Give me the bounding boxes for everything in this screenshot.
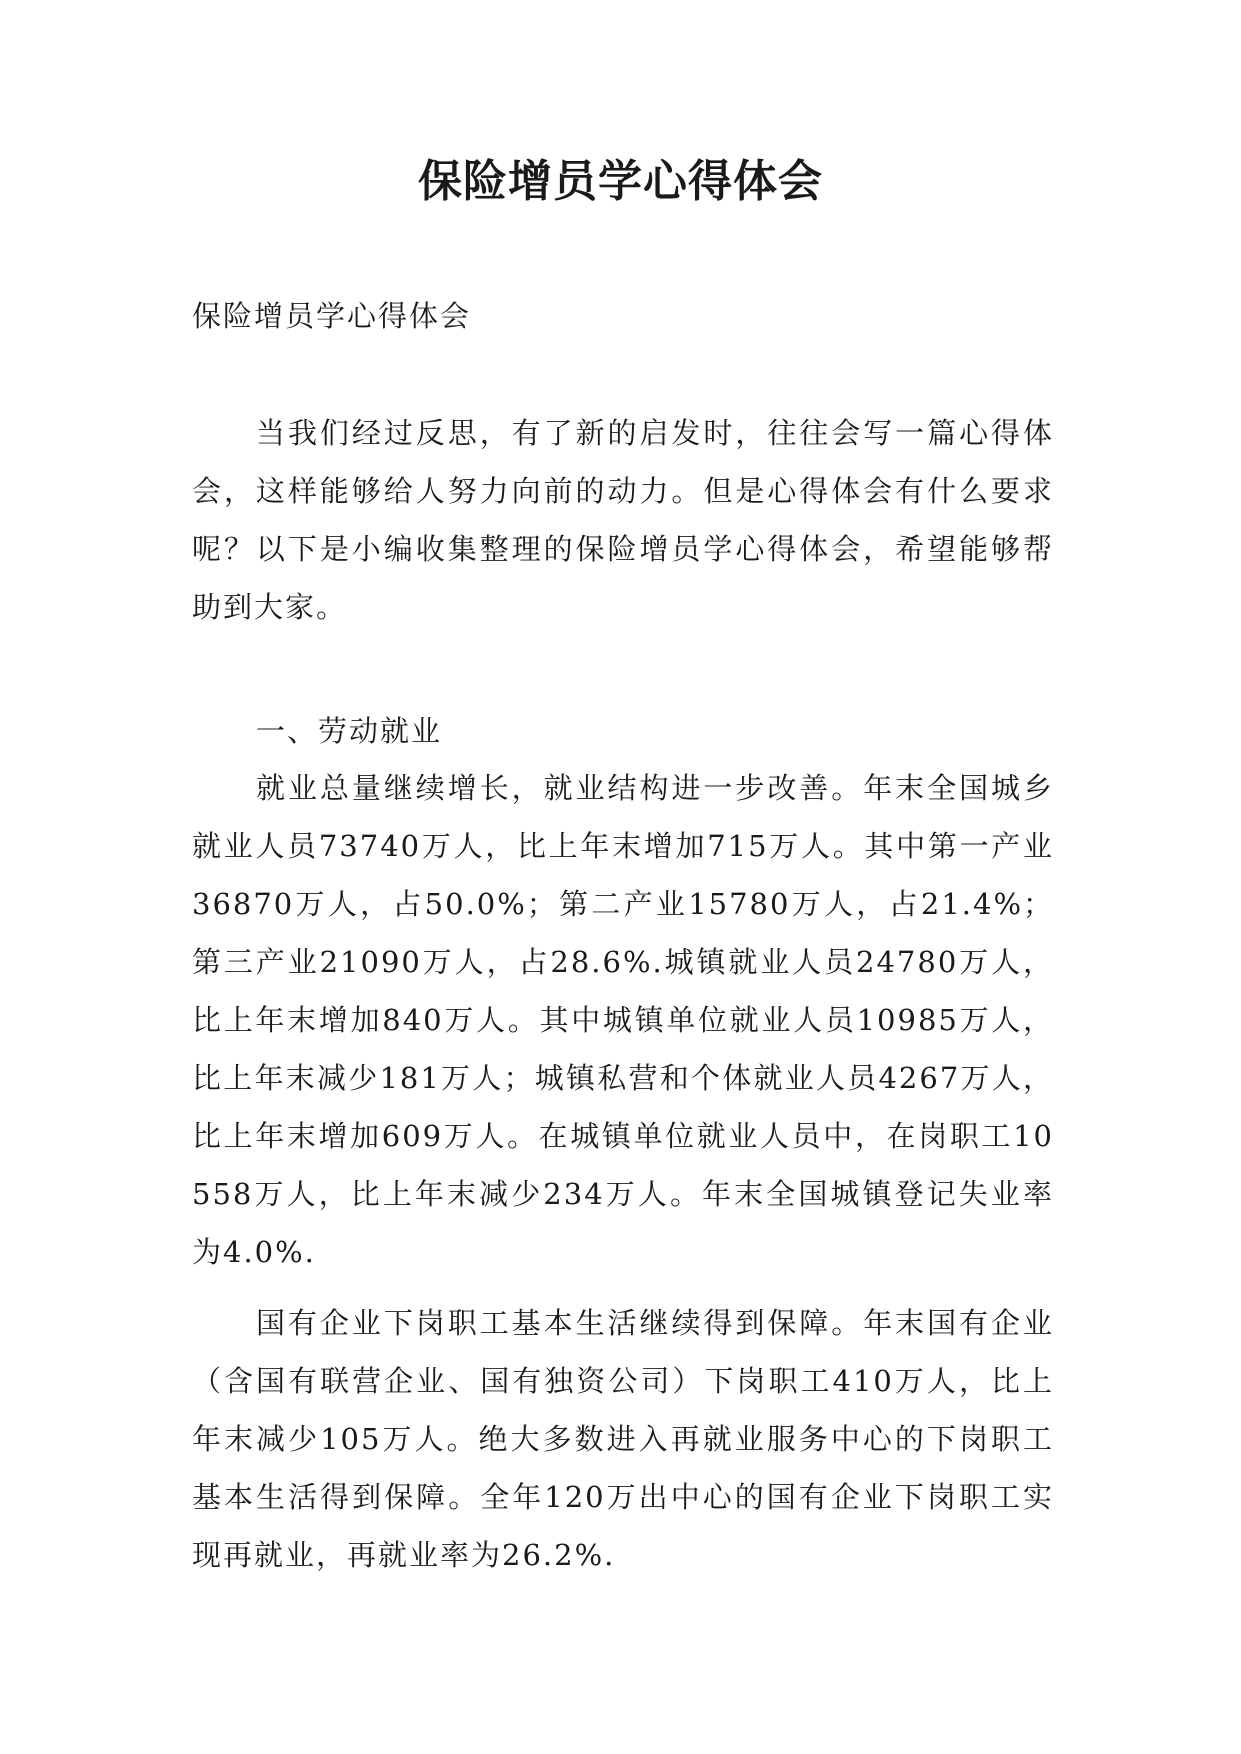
document-subtitle: 保险增员学心得体会	[192, 299, 472, 333]
layoff-paragraph: 国有企业下岗职工基本生活继续得到保障。年末国有企业（含国有联营企业、国有独资公司）下岗职工410万人，比上年末减少105万人。绝大多数进入再就业服务中心的下岗职工基本生活得到保障。全年120万出中心的国有企业下岗职工实现再就业，再就业率为26.2%.	[192, 1306, 1054, 1572]
document-title: 保险增员学心得体会	[418, 156, 823, 207]
intro-paragraph: 当我们经过反思，有了新的启发时，往往会写一篇心得体会，这样能够给人努力向前的动力。但是心得体会有什么要求呢？以下是小编收集整理的保险增员学心得体会，希望能够帮助到大家。	[192, 416, 1054, 624]
section-heading: 一、劳动就业	[256, 714, 443, 748]
employment-paragraph: 就业总量继续增长，就业结构进一步改善。年末全国城乡就业人员73740万人，比上年末增加715万人。其中第一产业36870万人，占50.0%；第二产业15780万人，占21.4%；第三产业21090万人，占28.6%.城镇就业人员24780万人，比上年末增加840万人。其中城镇单位就业人员10985万人，比上年末减少181万人；城镇私营和个体就业人员4267万人，比上年末增加609万人。在城镇单位就业人员中，在岗职工10558万人，比上年末减少234万人。年末全国城镇登记失业率为4.0%.	[192, 771, 1054, 1269]
